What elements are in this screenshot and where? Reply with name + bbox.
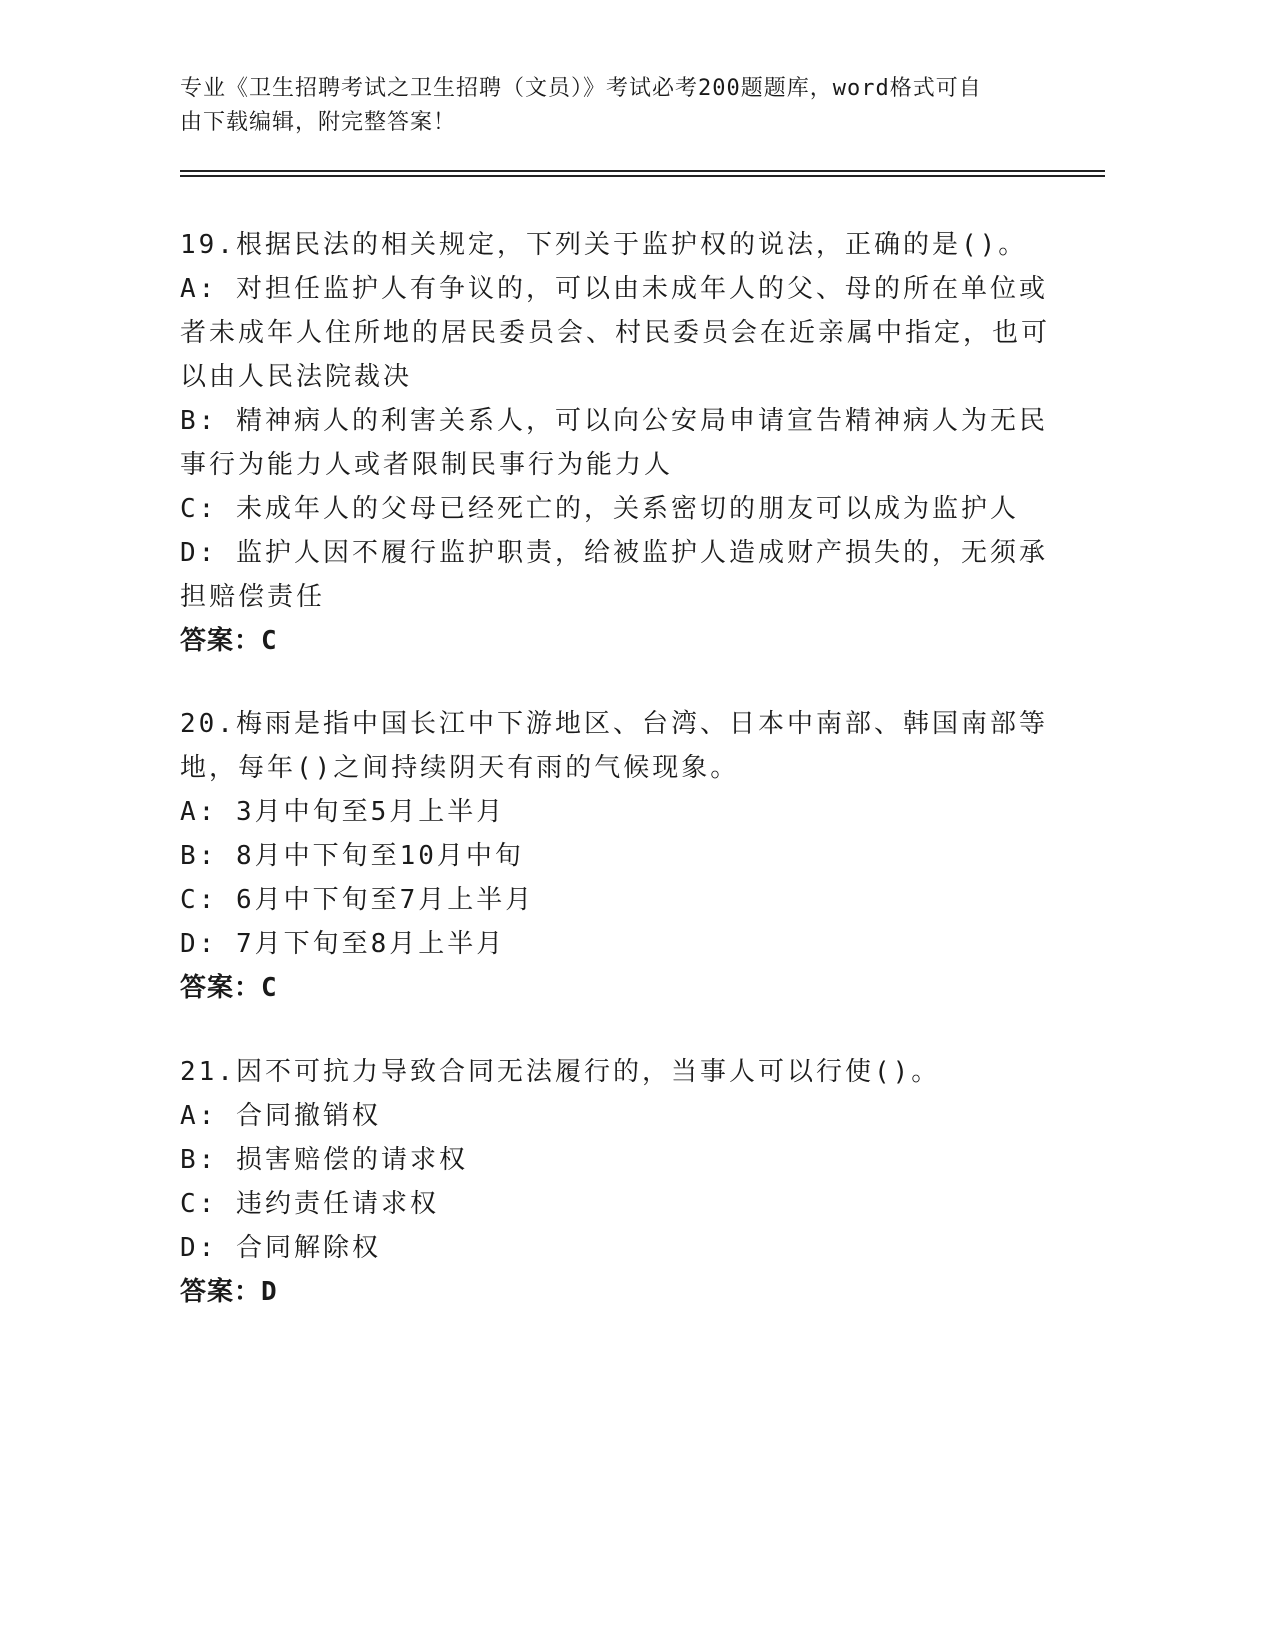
header-divider-top (180, 170, 1105, 172)
option-b: B: 8月中下旬至10月中旬 (180, 841, 524, 871)
option-c: C: 违约责任请求权 (180, 1189, 439, 1219)
question-21 (180, 1050, 1050, 1314)
header-line-1: 专业《卫生招聘考试之卫生招聘（文员）》考试必考200题题库，word格式可自 (180, 76, 982, 101)
option-a: A: 对担任监护人有争议的，可以由未成年人的父、母的所在单位或者未成年人住所地的居民委员会、村民委员会在近亲属中指定，也可以由人民法院裁决 (180, 274, 1051, 392)
option-b: B: 精神病人的利害关系人，可以向公安局申请宣告精神病人为无民事行为能力人或者限制民事行为能力人 (180, 406, 1048, 480)
answer: 答案：D (180, 1277, 278, 1307)
option-a: A: 合同撤销权 (180, 1101, 381, 1131)
option-a: A: 3月中旬至5月上半月 (180, 797, 506, 827)
question-stem: 21.因不可抗力导致合同无法履行的，当事人可以行使()。 (180, 1057, 941, 1087)
option-d: D: 合同解除权 (180, 1233, 381, 1263)
question-19 (180, 223, 1050, 663)
question-20 (180, 702, 1050, 1010)
question-stem: 19.根据民法的相关规定，下列关于监护权的说法，正确的是()。 (180, 230, 1028, 260)
answer: 答案：C (180, 973, 278, 1003)
question-stem: 20.梅雨是指中国长江中下游地区、台湾、日本中南部、韩国南部等地，每年()之间持续阴天有雨的气候现象。 (180, 709, 1048, 783)
answer: 答案：C (180, 626, 278, 656)
option-d: D: 监护人因不履行监护职责，给被监护人造成财产损失的，无须承担赔偿责任 (180, 538, 1048, 612)
option-c: C: 未成年人的父母已经死亡的，关系密切的朋友可以成为监护人 (180, 494, 1019, 524)
document-header (180, 72, 1040, 140)
header-line-2: 由下载编辑，附完整答案！ (180, 110, 457, 135)
option-c: C: 6月中下旬至7月上半月 (180, 885, 535, 915)
header-divider-bottom (180, 175, 1105, 177)
option-d: D: 7月下旬至8月上半月 (180, 929, 506, 959)
option-b: B: 损害赔偿的请求权 (180, 1145, 468, 1175)
